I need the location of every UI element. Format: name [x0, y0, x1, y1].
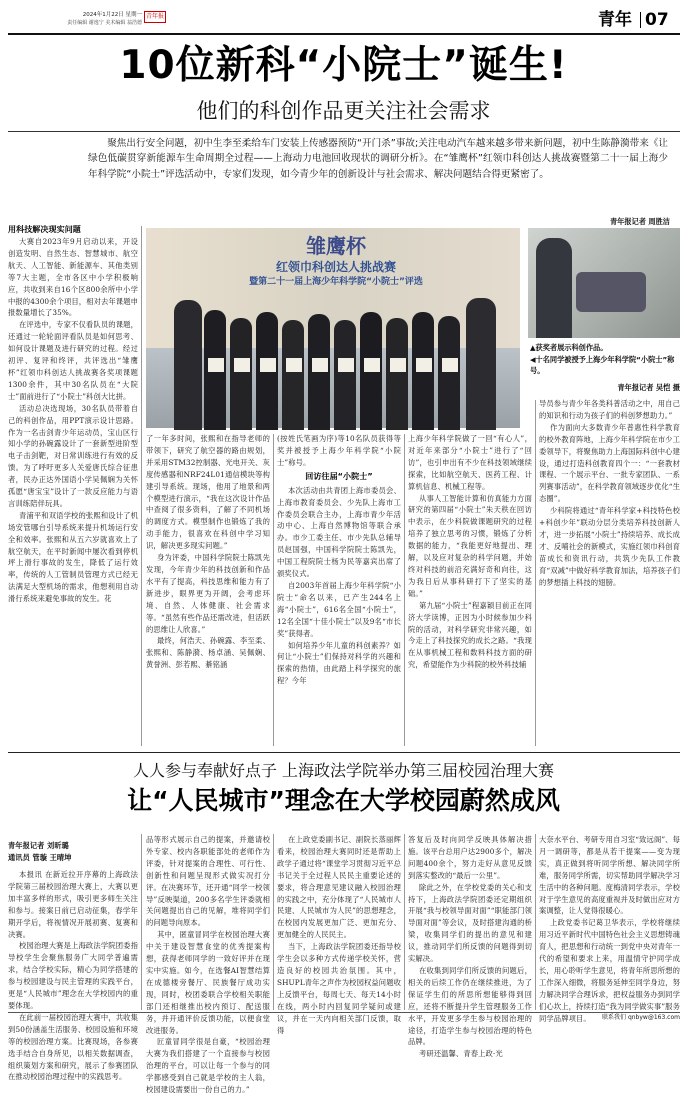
paragraph: 从事人工智能计算和仿真能力方面研究的第四届“小院士”朱天秩在回访中表示，在少科院做课题研究的过程培养了独立思考的习惯，锻炼了分析数据的能力，“我能更好地提出、理解，以及应对复杂的科学问题，并始终对科技的前沿充满好奇和向往，这为我日后从事科研打下了坚实的基础。” [408, 493, 532, 598]
story-divider [8, 752, 680, 753]
header-divider [640, 12, 641, 28]
paragraph: 大奈水平台、考研专用自习室“致远阁”、每月一调研等，都是从若干提案——变为现实，真正做到将听同学所想、解决同学所难，服务同学所需，切实帮助同学解决学习生活中的各种问题。度梅清同学表示，学校对于学生意见的高度重视并及时做出应对方案调整，让人觉得很暖心。 [539, 835, 680, 916]
column-divider [535, 834, 536, 1010]
paragraph: 作为面向大多数青少年普惠性科学教育的校外教育阵地，上海少年科学院在市少工委领导下，将聚焦助力上海国际科创中心建设，通过打造科创教育四个一：“一套教材课程、一个展示平台、一批专家团队、一系列赛事活动”，在科学教育领域逐步优化“生态圈”。 [539, 422, 680, 504]
backdrop-banner-line2: 暨第二十一届上海少年科学院“小院士”评选 [249, 277, 423, 287]
paragraph: 上政党委书记葛卫华表示，学校将继续用习近平新时代中国特色社会主义思想铸魂育人，把思想和行动统一到党中央对青年一代的希望和要求上来，用温情守护同学成长，用心聆听学生意见，将青年所思所想的工作深入细微，将服务延伸至同学身边，努力解决同学合理诉求，把权益服务办到同学们心坎上，持续打造“我为同学做实事”服务同学品牌项目。 [539, 918, 680, 1023]
paragraph: 除此之外，在学校党委的关心和支持下，上海政法学院团委还定期组织开展“我与校领导面对面”“职能部门领导面对面”等会议，及时搭建沟通的桥梁，收集同学们的提出的意见和建议，推动同学们所反馈的问题得到切实解决。 [408, 882, 532, 964]
story1-column-4 [408, 433, 532, 746]
paragraph: 在此前一届校园治理大赛中，共收集到50份涵盖生活服务、校园设施和环境等的校园治理方案。比赛现场，各参赛选手结合自身所见，以相关数据调查，组织策划方案和研究，展示了参赛团队在推动校园治理过程中的实践思考。 [8, 1012, 138, 1082]
paragraph: 本报讯 在新近拉开序幕的上海政法学院第三届校园治理大赛上，大赛以更加丰富多样的形式，吸引更多师生关注和参与。接案日前已启动征集，春学年期开学后，将视情况开展初赛、复赛和决赛。 [8, 870, 138, 939]
paragraph: 大赛自2023年9月启动以来，开设创造发明、自然生态、智慧城市、航空航天、人工智能、新能源车、其他类别等7大主题，全市各区中小学积极响应，共收到来自16个区800余所中小学中报的4300余个项目，相对去年课题申报数量增长了35%。 [8, 237, 138, 318]
certificates-row [208, 358, 458, 372]
story2-byline-correspondent: 通讯员 管璇 王晴坤 [8, 852, 72, 862]
story2-column-2 [146, 834, 270, 1095]
side-photo-caption: ▲获奖者展示科创作品。 [530, 343, 608, 352]
headline-rule [8, 131, 680, 132]
robot-model [576, 272, 646, 312]
kicker: 人人参与奉献好点子 上海政法学院举办第三届校园治理大赛 [132, 761, 555, 780]
column-divider [404, 834, 405, 1010]
column-divider [535, 400, 536, 746]
story1-column-3 [277, 433, 401, 746]
paragraph: 答复后及时向同学反映具体解决措施。该平台总用户达2900多个，解决问题400余个，努力走好从意见反馈到落实整改的“最后一公里”。 [408, 835, 532, 880]
header-bar [0, 8, 687, 34]
student-figure [536, 238, 572, 338]
column-divider [404, 434, 405, 746]
masthead-logo: 青年报 [144, 11, 166, 23]
paragraph: 导员参与青少年各类科普活动之中，用自己的知识和行动为孩子们的科创梦想助力。” [539, 399, 680, 420]
column-divider [273, 434, 274, 746]
story1-column-2 [146, 433, 270, 746]
paragraph: 青浦平和双语学校的张熙和设计了机场安管哪台引导系统来提升机场运行安全和效率。张熙和从五六岁就喜欢上了航空航天，在平时新闻中屡次看到停机坪上滑行事故的发生，降低了运行效率，传统的人工管制员管理方式已经无法满足大型机场的需求，他想利用自动滑行系统来避免事故的发生。花 [8, 510, 138, 604]
paragraph: 自2003年首届上海少年科学院“小院士”命名以来，已产生244名上海“小院士”，616名全国“小院士”，12名全国“十佳小院士”以及9名“市长奖”获得者。 [277, 580, 401, 638]
person [386, 318, 408, 430]
paragraph: 第九届“小院士”程嘉颖目前正在同济大学读博，正因为小时候参加少科院的活动，对科学研究非常兴趣，如今走上了科技探究的成长之路。“我现在从事机械工程和数料科技方面的研究，希望能作为少科院的校外科技辅 [408, 600, 532, 670]
section-subheading: 回访往届“小院士” [305, 471, 373, 481]
backdrop-banner-line1: 红领巾科创达人挑战赛 [275, 260, 396, 274]
footer-contact[interactable]: 联系我们 qnbyw@163.com [602, 1014, 680, 1021]
paragraph: 最终，何浩天、孙碗露、李至柔、张熙和、陈静漪、杨卓涵、吴佩娴、黄誉洲、彭若熙、綦铭涵 [146, 636, 270, 670]
editors-line: 责任编辑 谢逸宁 美术编辑 翁浩德 [67, 20, 142, 26]
paragraph: 当下，上海政法学院团委还指导校学生会以多种方式传递学校关怀，营造良好的校园共治氛围。其中，SHUPL青年之声作为校园权益问题收上反馈平台，每周七天、每天14小时在线，两小时内回复同学疑问或建议，并在一天内向相关部门反馈，取得 [277, 942, 401, 1035]
paragraph: 了一年多时间，张熙和在指导老师的带领下，研究了航空器的路由规划，并采用STM32控制器、光电开关、灰度传感器和NRF24L01通信模块等构建引导系统。现场，他用了地景和两个模型进行演示，“我在这次设计作品中查阅了很多资料，了解了不同机场的调度方式。模型制作也锻炼了我的动手能力，很喜欢在科创中学习知识，解决更多现实问题。” [146, 434, 270, 551]
story1-column-5 [539, 398, 680, 746]
person [308, 314, 330, 430]
subheadline: 他们的科创作品更关注社会需求 [196, 99, 491, 123]
page-number: 07 [645, 10, 669, 30]
paragraph: 品等形式展示自己的提案，并邀请校外专家、校内各职能部处的老师作为评委，针对提案的合理性、可行性、创新性和问题呈现形式做实况打分评。在决赛环节，还开通“同学一校领导”反映渠道，200多名学生评委就相关问题提出自己的见解，堆将同学们的问题导向原本。 [146, 835, 270, 928]
column-divider [141, 226, 142, 746]
paragraph: 在收集到同学们所反馈的问题后，相关的后续工作仍在继续推进，为了保证学生们的所思所想能够得到回应，还将不断提升学生管理服务工作水平，开发更多学生参与校园治理的途径，打造学生参与校园治理的特色品牌。 [408, 965, 532, 1047]
backdrop-banner-title: 雏鹰杯 [306, 234, 366, 258]
story2-column-3 [277, 834, 401, 1035]
paragraph: 考研还温馨、青春上政·光 [418, 1049, 503, 1059]
paragraph: 校园治理大赛是上海政法学院团委指导校学生会聚焦服务广大同学普遍需求，结合学校实际，精心为同学搭建的参与校园建设与民主管理的实践平台，更是“人民城市”理念在大学校园内的重要体现。 [8, 941, 138, 1010]
story2-column-4 [408, 834, 532, 1059]
story1-column-1 [8, 224, 138, 746]
main-photo-caption: ◀十名同学被授予上海少年科学院“小院士”称号。 [530, 355, 675, 375]
paragraph: 在上政党委副书记、副院长蒸丽辉看来，校园治理大赛同时还是帮助上政学子通过将“课堂学习贯彻习近平总书记关于全过程人民民主重要论述的要求，将合理意见建议融入校园治理的实践之中，充分体现了“人民城市人民建、人民城市为人民”的思想理念，在校园内发展更加广泛、更加充分、更加健全的人民民主。 [277, 835, 401, 940]
side-photo [528, 228, 680, 338]
person [438, 316, 460, 430]
paragraph: 本次活动由共青团上海市委员会、上海市教育委员会、少先队上海市工作委员会联合主办，上海市青少年活动中心、上海自然博物馆等联合承办。市少工委主任、市少先队总辅导员赵国强，中国科学院院士陈凯先，中国工程院院士杨为民等嘉宾出席了颁奖仪式。 [277, 485, 401, 579]
paragraph: 其中，匿童冒同学在校园治理大赛中关于建设智慧食堂的优秀提案构想，获得老师同学的一致好评并在现实中实施。如今，在选餐AI智慧结算在成德楼旁餐厅、民族餐厅成功实现，同时，校团委联合学校相关职能部门还相继推出校内预订、配送服务，并开通评价反馈功能，以便食堂改进服务。 [146, 930, 270, 1035]
column-divider [273, 834, 274, 1010]
paragraph: 上海少年科学院做了一回“有心人”，对近年来部分“小院士”进行了“回访”，也引申出有不少在科技领域继续探索，比如航空航天、医药工程、计算机信息、机械工程等。 [408, 434, 532, 491]
person [282, 320, 304, 430]
paragraph: 匠童冒同学很是自豪，“校园治理大赛为我们搭建了一个直接参与校园治理的平台，可以让每一个参与的同学都感受到自己就是学校的主人翁，校园建设需要出一份自己的力。” [146, 1037, 270, 1095]
lead-paragraph: 聚焦出行安全问题，初中生李至柔给车门安装上传感器预防“开门杀”事故;关注电动汽车越来越多带来新问题，初中生陈静漪带来《让绿色低碳贯穿新能源车生命周期全过程——上海动力电池回收现状的调研分析》。在“雏鹰杯”红领巾科创达人挑战赛暨第二十一届上海少年科学院“小院士”评选活动中，专家们发现，如今青少年的创新设计与社会需求、解决问题结合得更紧密了。 [88, 138, 668, 180]
date-line: 2024年1月22日 星期一 [82, 12, 142, 18]
section-subheading: 用科技解决现实问题 [8, 225, 81, 234]
paragraph: 活动总决选现场，30名队员带着自己的科创作品，用PPT演示设计思路。作为一名击剑青少年运动员，宝山区行知小学的孙碗露设计了一套新型进阶型电子击剑靶，对日常训练进行有效的反馈。为了呼吁更多人关爱唐氏综合征患者，民办正达外国语小学吴佩娴为关怀孤愿“唐宝宝”设计了一款反应能力与语言训练陪伴玩具。 [8, 403, 138, 508]
header-rule [8, 33, 680, 35]
story2-headline: 让“人民城市”理念在大学校园蔚然成风 [127, 786, 560, 815]
paragraph: 在评选中，专家不仅看队员的课题，还通过一轮轮面评看队员是如何思考、如何设计课题及进行研究的过程。经过初评、复评和终评，共评选出“雏鹰杯”红领巾科创达人挑战赛各奖项课题1300余件，其中30名队员在“大院士”面前进行了“小院士”科创大比拼。 [8, 320, 138, 401]
person [334, 320, 356, 430]
column-divider [141, 834, 142, 1010]
headline: 10位新科“小院士”诞生! [119, 43, 568, 88]
main-photo [146, 228, 520, 428]
paragraph: (按姓氏笔画为序)等10名队员获得等奖并被授予上海少年科学院“小院士”称号。 [277, 434, 401, 467]
section-name: 青年 [598, 10, 632, 30]
person [174, 300, 202, 430]
paragraph: 少科院将通过“青年科学家+科技特色校+科创少年”联动分层分类培养科技创新人才，进一步拓展“小院士”持续培养、成长成才、反哺社会的新模式，实施红领巾科创育苗成长和资讯行动，共筑少先队工作教育“双减”中做好科学教育加法，培养孩子们的梦想插上科技的翅膀。 [539, 506, 680, 587]
person [230, 318, 252, 430]
paragraph: 如何培养少年儿童的科创素养？如何让“小院士”们保持对科学的兴趣和探索的热情，由此踏上科学探究的旅程？今年 [277, 640, 401, 686]
award-group [174, 290, 504, 430]
paragraph: 身为评委，中国科学院院士陈凯先发现，今年青少年的科技创新和作品水平有了提高，科技思维和能力有了新进步，眼界更为开阔，会考虑环境、自然、人体健康、社会需求等。“虽然有些作品还需改进，但活跃的思维让人欣喜。” [146, 553, 270, 634]
person [466, 298, 496, 430]
story2-byline-reporter: 青年报记者 刘昕璐 [8, 841, 69, 850]
photo-credit: 青年报记者 吴恺 摄 [617, 383, 680, 392]
story2-column-1 [8, 840, 138, 1082]
story1-byline: 青年报记者 周胜洁 [609, 217, 670, 226]
